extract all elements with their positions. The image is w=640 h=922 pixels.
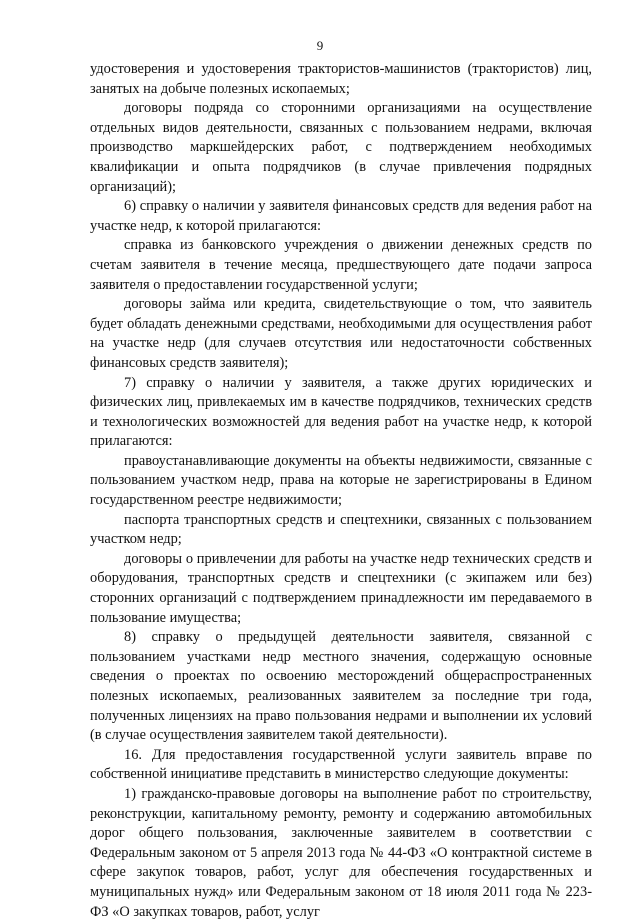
- paragraph-3: 6) справку о наличии у заявителя финансовых средств для ведения работ на участке недр, к которой прилагаются:: [90, 198, 592, 234]
- paragraph-2: договоры подряда со сторонними организациями на осуществление отдельных видов деятельности, связанных с пользованием недрами, включая производство маркшейдерских работ, с подтверждением необходимых квалификации и опыта подрядчиков (в случае привлечения подрядных организаций);: [90, 100, 592, 195]
- paragraph-9: договоры о привлечении для работы на участке недр технических средств и оборудования, транспортных средств и спецтехники (с экипажем или без) сторонних организаций с подтверждением принадлежности им передаваемого в пользование имущества;: [90, 550, 592, 626]
- document-body: [90, 60, 592, 922]
- page-number: 9: [316, 38, 324, 53]
- paragraph-5: договоры займа или кредита, свидетельствующие о том, что заявитель будет обладать денежными средствами, необходимыми для осуществления работ на участке недр (для случаев отсутствия или недостаточности собственных финансовых средств заявителя);: [90, 296, 592, 371]
- paragraph-6: 7) справку о наличии у заявителя, а также других юридических и физических лиц, привлекаемых им в качестве подрядчиков, технических средств и технологических возможностей для ведения работ на участке недр, к которой прилагаются:: [90, 374, 592, 450]
- paragraph-7: правоустанавливающие документы на объекты недвижимости, связанные с пользованием участком недр, права на которые не зарегистрированы в Едином государственном реестре недвижимости;: [90, 452, 592, 509]
- paragraph-11: 16. Для предоставления государственной услуги заявитель вправе по собственной инициативе представить в министерство следующие документы:: [90, 746, 592, 783]
- paragraph-12: 1) гражданско-правовые договоры на выполнение работ по строительству, реконструкции, капитальному ремонту, ремонту и содержанию автомобильных дорог общего пользования, заключенные заявителем в соответствии с Федеральным законом от 5 апреля 2013 года № 44-ФЗ «О контрактной системе в сфере закупок товаров, работ, услуг для обеспечения государственных и муниципальных нужд» или Федеральным законом от 18 июля 2011 года № 223-ФЗ «О закупках товаров, работ, услуг: [90, 785, 592, 920]
- paragraph-1: удостоверения и удостоверения трактористов-машинистов (трактористов) лиц, занятых на добыче полезных ископаемых;: [90, 61, 592, 97]
- paragraph-4: справка из банковского учреждения о движении денежных средств по счетам заявителя в течение месяца, предшествующего дате подачи запроса заявителя о предоставлении государственной услуги;: [90, 237, 592, 293]
- paragraph-10: 8) справку о предыдущей деятельности заявителя, связанной с пользованием участками недр местного значения, содержащую основные сведения о проектах по освоению месторождений общераспространенных полезных ископаемых, реализованных заявителем за последние три года, полученных лицензиях на право пользования недрами и выполнении их условий (в случае осуществления заявителем такой деятельности).: [90, 629, 592, 744]
- paragraph-8: паспорта транспортных средств и спецтехники, связанных с пользованием участком недр;: [90, 511, 592, 548]
